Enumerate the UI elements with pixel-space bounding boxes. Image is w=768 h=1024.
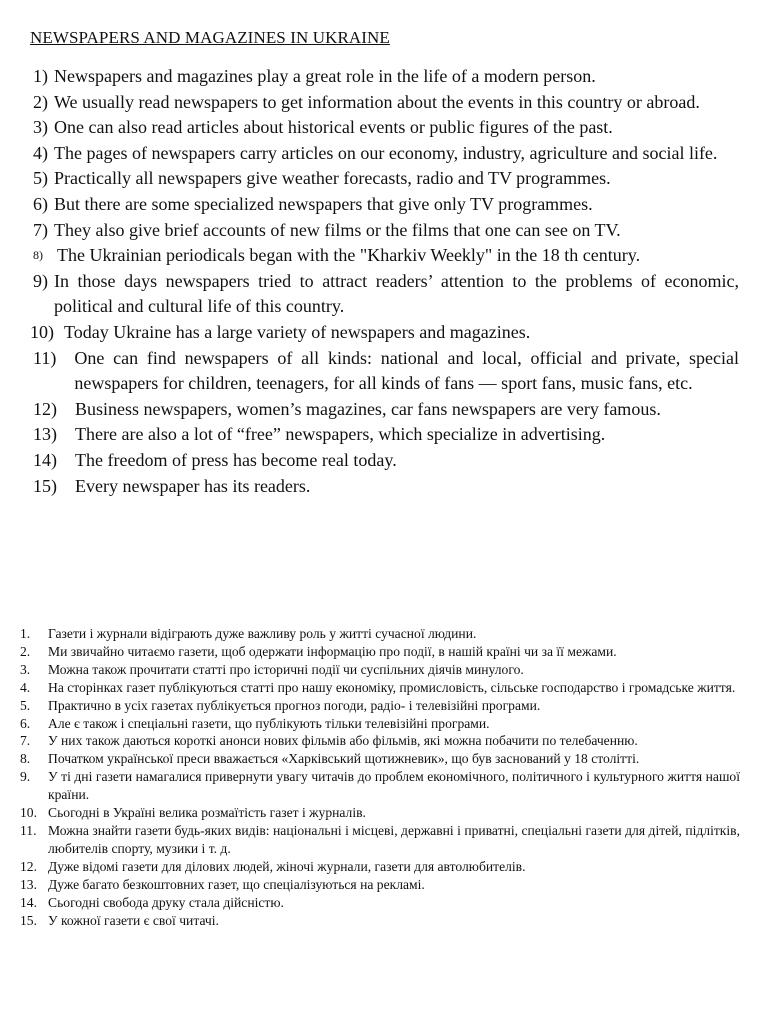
list-item [20,732,740,750]
list-item [20,822,740,858]
list-item [33,269,739,320]
list-item [20,750,740,768]
item-number: 15. [20,912,37,928]
list-item [33,243,739,269]
list-item [33,474,739,500]
list-item [33,397,739,423]
item-number: 7) [33,219,48,240]
list-item [20,697,740,715]
list-item [20,804,740,822]
item-text: Every newspaper has its readers. [75,475,311,496]
english-sentence-list [30,64,739,499]
item-number: 6. [20,715,31,731]
list-item [33,166,739,192]
item-number: 5) [33,168,48,189]
item-text: Газети і журнали відіграють дуже важливу роль у житті сучасної людини. [48,626,477,641]
list-item [20,894,740,912]
item-text: Сьогодні в Україні велика розмаїтість газет і журналів. [48,805,366,821]
item-text: У ті дні газети намагалися привернути увагу читачів до проблем економічного, політичного і культурного життя нашої країни. [48,769,740,803]
item-text: Але є також і спеціальні газети, що публікують тільки телевізійні програми. [48,715,490,731]
item-text: Business newspapers, women’s magazines, car fans newspapers are very famous. [75,398,661,419]
item-text: Дуже багато безкоштовних газет, що спеціалізуються на рекламі. [48,876,425,892]
item-number: 13) [33,424,57,445]
item-text: На сторінках газет публікуються статті про нашу економіку, промисловість, сільське господарство і громадське життя. [48,679,736,695]
list-item [33,115,739,141]
item-text: In those days newspapers tried to attract readers’ attention to the problems of economic, political and cultural life of this country. [54,270,739,317]
item-number: 14. [20,894,37,910]
item-text: Today Ukraine has a large variety of newspapers and magazines. [64,321,531,342]
item-text: The Ukrainian periodicals began with the "Kharkiv Weekly" in the 18 th century. [57,245,641,266]
list-item [33,192,739,218]
item-text: Можна знайти газети будь-яких видів: національні і місцеві, державні і приватні, спеціальні газети для дітей, підлітків, любителів спорту, музики і т. д. [48,822,740,856]
item-number: 9. [20,769,31,785]
item-number: 12) [33,398,57,419]
item-text: Дуже відомі газети для ділових людей, жіночі журнали, газети для автолюбителів. [48,858,526,874]
item-text: У них також даються короткі анонси нових фільмів або фільмів, які можна побачити по телебаченню. [48,733,638,749]
item-text: Practically all newspapers give weather forecasts, radio and TV programmes. [54,168,611,189]
list-item [20,643,740,661]
list-item [33,90,739,116]
item-number: 10. [20,805,37,821]
list-item [33,64,739,90]
item-number: 1. [20,626,31,641]
item-number: 6) [33,193,48,214]
item-number: 2) [33,91,48,112]
list-item [20,858,740,876]
list-item [33,141,739,167]
item-number: 8) [33,248,43,263]
item-text: The pages of newspapers carry articles on our economy, industry, agriculture and social life. [54,142,718,163]
list-item [33,346,739,397]
list-item [20,661,740,679]
item-number: 10) [30,321,54,342]
item-number: 3) [33,117,48,138]
item-text: Початком української преси вважається «Харківський щотижневик», що був заснований у 18 столітті. [48,751,640,767]
item-number: 3. [20,661,31,677]
item-text: Newspapers and magazines play a great role in the life of a modern person. [54,66,596,86]
ukrainian-sentence-list [20,625,740,929]
item-number: 2. [20,643,31,659]
item-text: The freedom of press has become real today. [75,449,397,470]
item-number: 11) [33,347,57,368]
item-text: One can also read articles about historical events or public figures of the past. [54,117,613,138]
list-item [20,715,740,733]
item-number: 4) [33,142,48,163]
list-item [33,448,739,474]
item-text: They also give brief accounts of new films or the films that one can see on TV. [54,219,621,240]
item-number: 5. [20,697,31,713]
item-text: Можна також прочитати статті про історичні події чи суспільних діячів минулого. [48,661,524,677]
item-text: There are also a lot of “free” newspapers, which specialize in advertising. [75,424,606,445]
item-number: 12. [20,858,37,874]
item-number: 9) [33,270,48,291]
list-item [33,422,739,448]
item-text: У кожної газети є свої читачі. [48,912,219,928]
item-number: 14) [33,449,57,470]
item-text: Практично в усіх газетах публікується прогноз погоди, радіо- і телевізійні програми. [48,697,541,713]
item-text: We usually read newspapers to get information about the events in this country or abroad. [54,91,700,112]
item-text: One can find newspapers of all kinds: national and local, official and private, special newspapers for children, teenagers, for all kinds of fans — sport fans, music fans, etc. [74,347,739,394]
list-item [20,768,740,804]
list-item [30,320,739,346]
item-number: 13. [20,876,37,892]
item-text: Ми звичайно читаємо газети, щоб одержати інформацію про події, в нашій країні чи за її межами. [48,643,617,659]
item-number: 7. [20,733,31,749]
item-number: 1) [33,66,48,86]
list-item [20,625,740,643]
list-item [20,912,740,930]
item-number: 8. [20,751,31,767]
page-title: NEWSPAPERS AND MAGAZINES IN UKRAINE [30,28,390,47]
item-number: 11. [20,822,37,838]
item-number: 4. [20,679,31,695]
list-item [20,679,740,697]
item-number: 15) [33,475,57,496]
list-item [20,876,740,894]
item-text: But there are some specialized newspapers that give only TV programmes. [54,193,593,214]
list-item [33,218,739,244]
item-text: Сьогодні свобода друку стала дійсністю. [48,894,284,910]
